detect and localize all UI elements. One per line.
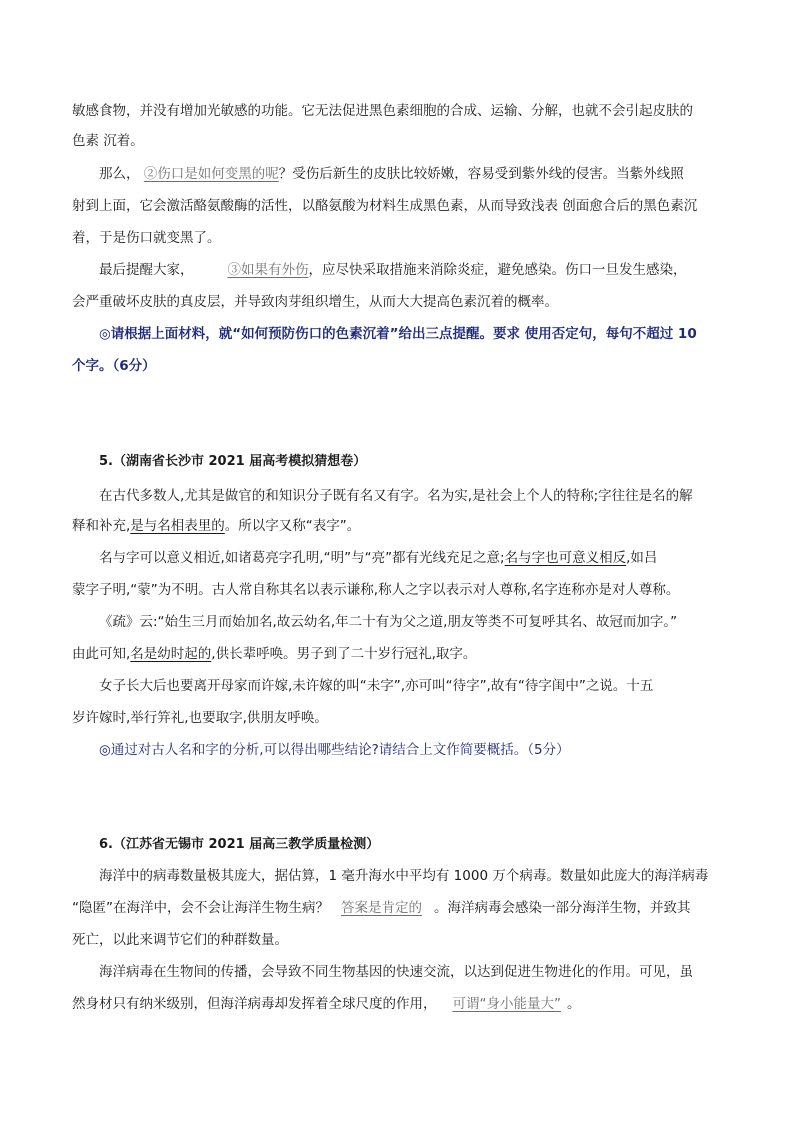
text: 。海洋病毒会感染一部分海洋生物，并致其 bbox=[434, 900, 691, 916]
paragraph-line bbox=[99, 962, 693, 982]
section-heading bbox=[99, 835, 379, 855]
text: 5.（湖南省长沙市 2021 届高考模拟猜想卷） bbox=[99, 454, 367, 469]
text: ？受伤后新生的皮肤比较娇嫩，容易受到紫外线的侵害。当紫外线照 bbox=[278, 166, 684, 182]
fill-blank-phrase: 可谓“身小能量大” bbox=[452, 996, 561, 1012]
text: 名与字可以意义相近,如诸葛亮字孔明,“明”与“亮”都有光线充足之意; bbox=[99, 550, 505, 566]
text: ,如吕 bbox=[626, 550, 658, 566]
paragraph-line bbox=[99, 548, 657, 568]
paragraph-line bbox=[72, 708, 328, 728]
text: 然身材只有纳米级别，但海洋病毒却发挥着全球尺度的作用， bbox=[72, 996, 437, 1012]
paragraph-line bbox=[99, 866, 708, 886]
text: 释和补充, bbox=[72, 518, 131, 534]
text: 岁许嫁时,举行笄礼,也要取字,供朋友呼唤。 bbox=[72, 710, 328, 726]
question-prompt bbox=[72, 356, 156, 376]
paragraph-line bbox=[99, 612, 677, 632]
paragraph-line bbox=[72, 644, 476, 664]
text: “隐匿”在海洋中，会不会让海洋生物生病？ bbox=[72, 900, 329, 916]
paragraph-line bbox=[72, 131, 144, 151]
text: 在古代多数人,尤其是做官的和知识分子既有名又有字。名为实,是社会上个人的特称;字往往是名的解 bbox=[99, 488, 693, 504]
text: 色素 沉着。 bbox=[72, 133, 144, 149]
paragraph-line bbox=[99, 164, 684, 184]
text: 。 bbox=[567, 996, 581, 1012]
paragraph-line bbox=[72, 101, 693, 121]
paragraph-line bbox=[72, 516, 360, 536]
text: 会严重破坏皮肤的真皮层，并导致肉芽组织增生，从而大大提高色素沉着的概率。 bbox=[72, 294, 558, 310]
paragraph-line bbox=[72, 196, 697, 216]
text: 女子长大后也要离开母家而许嫁,未许嫁的叫“未字”,亦可叫“待字”,故有“待字闺中”之说。十五 bbox=[99, 678, 654, 694]
question-prompt bbox=[99, 324, 697, 344]
text: ◎通过对古人名和字的分析,可以得出哪些结论?请结合上文作简要概括。（5分） bbox=[99, 742, 570, 758]
text: 个字。（6分） bbox=[72, 358, 156, 374]
text: 着，于是伤口就变黑了。 bbox=[72, 230, 221, 246]
underlined-phrase: 是与名相表里的 bbox=[130, 518, 225, 534]
text: 海洋病毒在生物间的传播，会导致不同生物基因的快速交流，以达到促进生物进化的作用。可见，虽 bbox=[99, 964, 693, 980]
fill-blank-2: ②伤口是如何变黑的呢 bbox=[143, 166, 279, 182]
text: ，应尽快采取措施来消除炎症，避免感染。伤口一旦发生感染， bbox=[308, 262, 687, 278]
paragraph-line bbox=[99, 486, 693, 506]
text: ,供长辈呼唤。男子到了二十岁行冠礼,取字。 bbox=[211, 646, 477, 662]
section-heading bbox=[99, 452, 366, 472]
text: 海洋中的病毒数量极其庞大，据估算，1 毫升海水中平均有 1000 万个病毒。数量如此庞大的海洋病毒 bbox=[99, 868, 709, 884]
fill-blank-answer: 答案是肯定的 bbox=[341, 900, 422, 916]
text: 6.（江苏省无锡市 2021 届高三教学质量检测） bbox=[99, 837, 380, 852]
text: 敏感食物，并没有增加光敏感的功能。它无法促进黑色素细胞的合成、运输、分解，也就不会引起皮肤的 bbox=[72, 103, 693, 119]
text: 由此可知, bbox=[72, 646, 131, 662]
paragraph-line bbox=[72, 898, 691, 918]
text: 那么， bbox=[99, 166, 140, 182]
paragraph-line bbox=[99, 260, 687, 280]
question-prompt bbox=[99, 740, 570, 760]
text: 死亡，以此来调节它们的种群数量。 bbox=[72, 932, 288, 948]
paragraph-line bbox=[72, 292, 558, 312]
paragraph-line bbox=[72, 994, 581, 1014]
paragraph-line bbox=[72, 228, 221, 248]
paragraph-line bbox=[72, 930, 288, 950]
underlined-phrase: 名是幼时起的 bbox=[130, 646, 212, 662]
paragraph-line bbox=[72, 580, 679, 600]
paragraph-line bbox=[99, 676, 653, 696]
underlined-phrase: 名与字也可意义相反 bbox=[504, 550, 627, 566]
text: 射到上面，它会激活酪氨酸酶的活性，以酪氨酸为材料生成黑色素，从而导致浅表 创面愈合后的黑色素沉 bbox=[72, 198, 698, 214]
fill-blank-3: ③如果有外伤 bbox=[227, 262, 309, 278]
text: 最后提醒大家， bbox=[99, 262, 194, 278]
text: 。所以字又称“表字”。 bbox=[224, 518, 361, 534]
text: ◎请根据上面材料，就“如何预防伤口的色素沉着”给出三点提醒。要求 使用否定句，每句不超过 10 bbox=[99, 326, 697, 342]
text: 《疏》云:“始生三月而始加名,故云幼名,年二十有为父之道,朋友等类不可复呼其名、故冠而加字。” bbox=[99, 614, 678, 630]
text: 蒙字子明,“蒙”为不明。古人常自称其名以表示谦称,称人之字以表示对人尊称,名字连称亦是对人尊称。 bbox=[72, 582, 680, 598]
